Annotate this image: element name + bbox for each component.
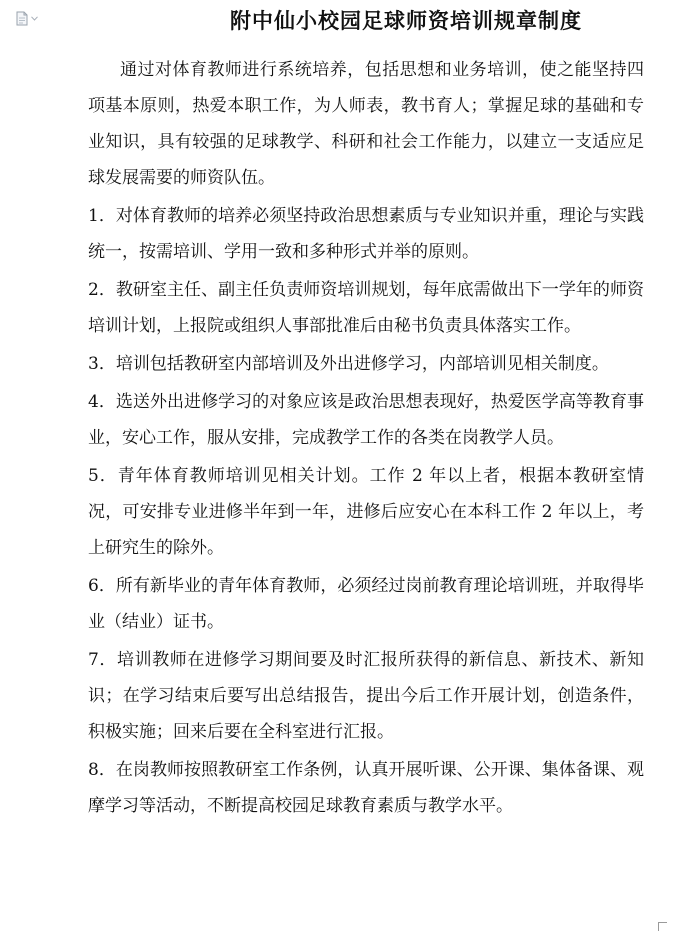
document-body [88, 52, 644, 824]
rule-item-2: 2．教研室主任、副主任负责师资培训规划，每年底需做出下一学年的师资培训计划，上报院或组织人事部批准后由秘书负责具体落实工作。 [88, 280, 644, 336]
rule-item-7: 7．培训教师在进修学习期间要及时汇报所获得的新信息、新技术、新知识；在学习结束后要写出总结报告，提出今后工作开展计划，创造条件，积极实施；回来后要在全科室进行汇报。 [88, 650, 644, 742]
rule-item-5: 5．青年体育教师培训见相关计划。工作 2 年以上者，根据本教研室情况，可安排专业进修半年到一年，进修后应安心在本科工作 2 年以上，考上研究生的除外。 [88, 466, 644, 558]
document-menu[interactable] [16, 10, 44, 26]
document-icon [16, 11, 28, 26]
chevron-down-icon [31, 16, 38, 21]
page-corner-mark [658, 922, 667, 931]
rule-item-3: 3．培训包括教研室内部培训及外出进修学习，内部培训见相关制度。 [88, 354, 609, 374]
rule-item-4: 4．选送外出进修学习的对象应该是政治思想表现好，热爱医学高等教育事业，安心工作，服从安排，完成教学工作的各类在岗教学人员。 [88, 392, 644, 448]
document-title: 附中仙小校园足球师资培训规章制度 [230, 9, 582, 33]
rule-item-6: 6．所有新毕业的青年体育教师，必须经过岗前教育理论培训班，并取得毕业（结业）证书。 [88, 576, 644, 632]
intro-paragraph: 通过对体育教师进行系统培养，包括思想和业务培训，使之能坚持四项基本原则，热爱本职工作，为人师表，教书育人；掌握足球的基础和专业知识，具有较强的足球教学、科研和社会工作能力，以建立一支适应足球发展需要的师资队伍。 [88, 60, 644, 188]
rule-item-8: 8．在岗教师按照教研室工作条例，认真开展听课、公开课、集体备课、观摩学习等活动，不断提高校园足球教育素质与教学水平。 [88, 760, 644, 816]
rule-item-1: 1．对体育教师的培养必须坚持政治思想素质与专业知识并重，理论与实践统一，按需培训、学用一致和多种形式并举的原则。 [88, 206, 644, 262]
